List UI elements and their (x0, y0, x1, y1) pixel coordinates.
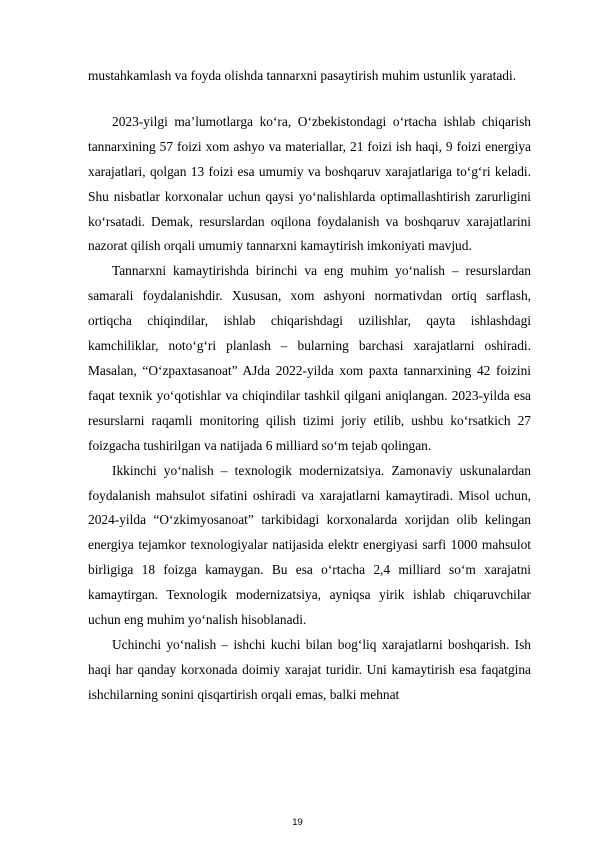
paragraph-tech-modernization: Ikkinchi yo‘nalish – texnologik modernizatsiya. Zamonaviy uskunalardan foydalanish mahsulot sifatini oshiradi va xarajatlarni kamaytiradi. Misol uchun, 2024-yilda “O‘zkimyosanoat” tarkibidagi korxonalarda xorijdan olib kelingan energiya tejamkor texnologiyalar natijasida elektr energiyasi sarfi 1000 mahsulot birligiga 18 foizga kamaygan. Bu esa o‘rtacha 2,4 milliard so‘m xarajatni kamaytirgan. Texnologik modernizatsiya, ayniqsa yirik ishlab chiqaruvchilar uchun eng muhim yo‘nalish hisoblanadi. (88, 462, 531, 628)
paragraph-spacer (88, 89, 531, 110)
paragraph-resource-efficiency: Tannarxni kamaytirishda birinchi va eng muhim yo‘nalish – resurslardan samarali foydalanishdir. Xususan, xom ashyoni normativdan ortiq sarflash, ortiqcha chiqindilar, ishlab chiqarishdagi uzilishlar, qayta ishlashdagi kamchiliklar, noto‘g‘ri planlash – bularning barchasi xarajatlarni oshiradi. Masalan, “O‘zpaxtasanoat” AJda 2022-yilda xom paxta tannarxining 42 foizini faqat texnik yo‘qotishlar va chiqindilar tashkil qilgani aniqlangan. 2023-yilda esa resurslarni raqamli monitoring qilish tizimi joriy etilib, ushbu ko‘rsatkich 27 foizgacha tushirilgan va natijada 6 milliard so‘m tejab qolingan. (88, 263, 531, 453)
paragraph-labor-costs: Uchinchi yo‘nalish – ishchi kuchi bilan bog‘liq xarajatlarni boshqarish. Ish haqi har qanday korxonada doimiy xarajat turidir. Uni kamaytirish esa faqatgina ishchilarning sonini qisqartirish orqali emas, balki mehnat (88, 636, 531, 702)
page-number-text: 19 (292, 817, 303, 828)
document-body (88, 64, 531, 708)
paragraph-continuation: mustahkamlash va foyda olishda tannarxni pasaytirish muhim ustunlik yaratadi. (88, 68, 517, 83)
paragraph-cost-structure: 2023-yilgi ma’lumotlarga ko‘ra, O‘zbekistondagi o‘rtacha ishlab chiqarish tannarxining 57 foizi xom ashyo va materiallar, 21 foizi ish haqi, 9 foizi energiya xarajatlari, qolgan 13 foizi esa umumiy va boshqaruv xarajatlariga to‘g‘ri keladi. Shu nisbatlar korxonalar uchun qaysi yo‘nalishlarda optimallashtirish zarurligini ko‘rsatadi. Demak, resurslardan oqilona foydalanish va boshqaruv xarajatlarini nazorat qilish orqali umumiy tannarxni kamaytirish imkoniyati mavjud. (88, 113, 531, 254)
page-number (0, 817, 595, 828)
